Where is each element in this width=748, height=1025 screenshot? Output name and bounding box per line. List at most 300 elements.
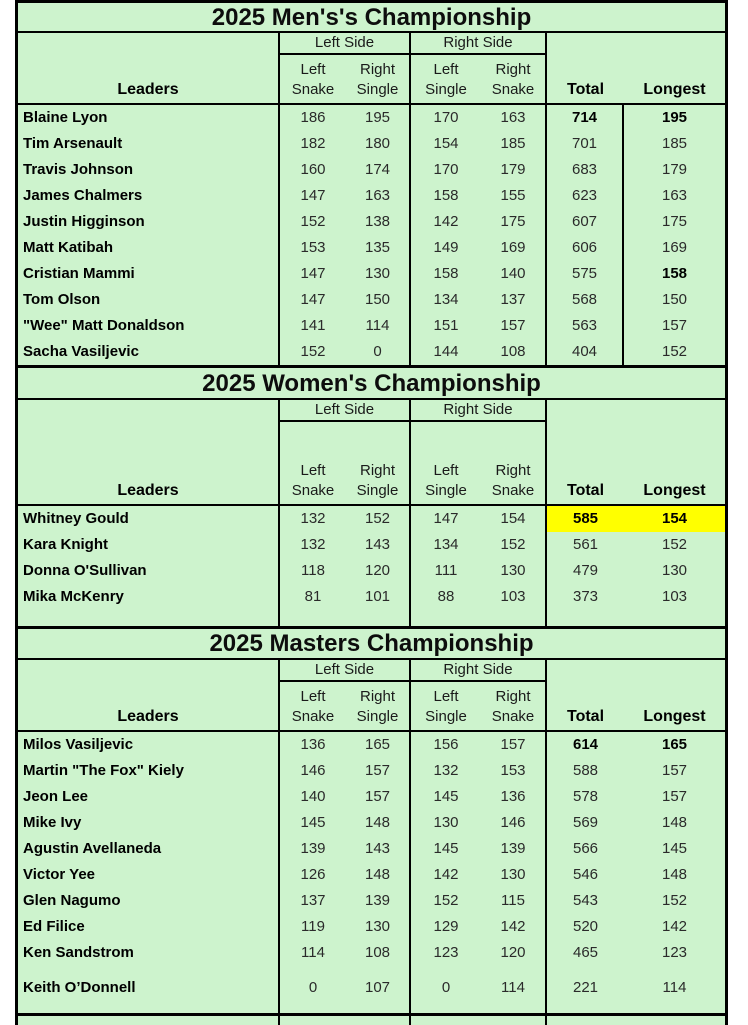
right-single-score-cell[interactable]: 143: [346, 836, 411, 862]
left-snake-header[interactable]: [280, 461, 346, 504]
left-word: Left: [433, 61, 459, 78]
player-name-cell[interactable]: Ken Sandstrom: [18, 940, 280, 966]
left-snake-score-cell[interactable]: 141: [300, 317, 326, 334]
player-row: [18, 183, 725, 209]
spreadsheet: [15, 0, 728, 1025]
right-snake-score-cell[interactable]: 146: [481, 810, 547, 836]
player-row: [18, 940, 725, 966]
left-snake-score-cell[interactable]: [280, 966, 346, 975]
snake-word: Snake: [491, 81, 535, 98]
player-row: [18, 836, 725, 862]
right-single-header[interactable]: [346, 461, 409, 504]
player-row: [18, 506, 725, 532]
left-single-header[interactable]: [411, 60, 481, 103]
right-word: Right: [359, 462, 396, 479]
total-label[interactable]: Total: [566, 482, 605, 499]
leaders-header-cell[interactable]: [18, 33, 280, 103]
left-snake-score-cell[interactable]: 152: [300, 343, 326, 360]
right-word: Right: [495, 688, 531, 705]
longest-score-cell[interactable]: 145: [661, 840, 688, 857]
right-snake-score-cell[interactable]: 136: [481, 784, 547, 810]
right-snake-score-cell[interactable]: [481, 610, 547, 626]
total-score-cell[interactable]: 585: [572, 510, 599, 527]
left-snake-score-cell[interactable]: 119: [301, 918, 325, 935]
single-word: Single: [425, 81, 467, 98]
right-single-score-cell[interactable]: 0: [346, 339, 411, 365]
left-snake-score-cell[interactable]: 145: [300, 814, 326, 831]
right-snake-score-cell[interactable]: 185: [481, 131, 547, 157]
left-snake-score-cell[interactable]: 140: [300, 788, 326, 805]
right-single-score-cell[interactable]: 107: [346, 975, 411, 1001]
totals-pair: [547, 209, 725, 235]
totals-header-cell: [547, 400, 725, 504]
right-side-subheaders: [411, 55, 545, 103]
right-single-score-cell[interactable]: 150: [346, 287, 411, 313]
left-word: Left: [300, 61, 326, 78]
totals-pair: [547, 339, 725, 365]
totals-header-cell: [547, 33, 725, 103]
right-single-score-cell[interactable]: 152: [346, 506, 411, 532]
left-single-score-cell[interactable]: 145: [433, 788, 459, 805]
left-single-score-cell[interactable]: 0: [441, 979, 451, 996]
player-name-cell[interactable]: Matt Katibah: [18, 235, 280, 261]
longest-score-cell[interactable]: 123: [661, 944, 688, 961]
longest-score-cell[interactable]: [624, 1001, 725, 1013]
player-name-cell[interactable]: Justin Higginson: [18, 209, 280, 235]
right-snake-score-cell[interactable]: 130: [481, 862, 547, 888]
totals-pair: [547, 836, 725, 862]
left-single-score-cell[interactable]: 129: [433, 918, 459, 935]
right-side-label[interactable]: Right Side: [411, 660, 545, 682]
left-word: Left: [300, 688, 326, 705]
left-side-subheaders: [280, 55, 409, 103]
player-row: [18, 888, 725, 914]
sections-mount: [18, 3, 725, 1016]
left-snake-score-cell[interactable]: 137: [300, 892, 326, 909]
totals-pair: [547, 558, 725, 584]
total-score-cell[interactable]: 566: [572, 840, 599, 857]
left-snake-score-cell[interactable]: 146: [300, 762, 326, 779]
totals-pair: [547, 235, 725, 261]
right-snake-score-cell[interactable]: 179: [481, 157, 547, 183]
left-single-score-cell[interactable]: 154: [433, 135, 459, 152]
left-single-score-cell[interactable]: 156: [433, 736, 459, 753]
right-single-score-cell[interactable]: 139: [346, 888, 411, 914]
right-single-score-cell[interactable]: [346, 966, 411, 975]
right-snake-score-cell[interactable]: 157: [481, 313, 547, 339]
left-single-score-cell[interactable]: 111: [434, 562, 458, 579]
right-side-label[interactable]: Right Side: [411, 400, 545, 422]
left-single-score-cell[interactable]: 149: [433, 239, 459, 256]
total-score-cell[interactable]: 569: [572, 814, 599, 831]
spacer-row: [18, 610, 725, 626]
totals-pair: [547, 532, 725, 558]
right-single-score-cell[interactable]: 148: [346, 862, 411, 888]
player-row: [18, 584, 725, 610]
longest-score-cell[interactable]: [624, 610, 725, 626]
right-snake-score-cell[interactable]: 130: [481, 558, 547, 584]
left-snake-score-cell[interactable]: 186: [300, 109, 326, 126]
longest-score-cell[interactable]: 150: [661, 291, 688, 308]
total-score-cell[interactable]: 404: [547, 339, 624, 365]
left-single-score-cell[interactable]: 134: [433, 536, 459, 553]
total-score-cell[interactable]: 607: [547, 209, 624, 235]
total-score-cell[interactable]: 221: [572, 979, 599, 996]
longest-label[interactable]: Longest: [643, 708, 706, 725]
right-word: Right: [495, 61, 531, 78]
leaders-header-cell[interactable]: [18, 400, 280, 504]
longest-score-cell[interactable]: 169: [661, 239, 688, 256]
left-single-score-cell[interactable]: [411, 1001, 481, 1013]
player-name-cell[interactable]: Travis Johnson: [18, 157, 280, 183]
total-score-cell[interactable]: 465: [572, 944, 599, 961]
player-name-cell[interactable]: Keith O’Donnell: [18, 975, 280, 1001]
player-name-cell[interactable]: Sacha Vasiljevic: [18, 339, 280, 365]
championship-section: [18, 3, 725, 368]
longest-label[interactable]: Longest: [643, 482, 706, 499]
left-single-score-cell[interactable]: 123: [433, 944, 459, 961]
right-single-score-cell[interactable]: 101: [346, 584, 411, 610]
section-title[interactable]: 2025 Masters Championship: [18, 629, 725, 660]
longest-score-cell[interactable]: 152: [661, 892, 688, 909]
left-side-label[interactable]: Left Side: [280, 660, 409, 682]
longest-score-cell[interactable]: 195: [661, 109, 688, 126]
totals-pair: [547, 862, 725, 888]
left-snake-score-cell[interactable]: 132: [300, 536, 326, 553]
total-score-cell[interactable]: 578: [572, 788, 599, 805]
totals-pair: [547, 584, 725, 610]
rows-container: [18, 506, 725, 626]
left-snake-score-cell[interactable]: 0: [308, 979, 318, 996]
left-snake-score-cell[interactable]: 118: [301, 562, 325, 579]
player-name-cell[interactable]: Martin "The Fox" Kiely: [18, 758, 280, 784]
player-name-cell[interactable]: Whitney Gould: [18, 506, 280, 532]
player-row: [18, 131, 725, 157]
longest-score-cell[interactable]: 165: [661, 736, 688, 753]
right-single-score-cell[interactable]: 165: [346, 732, 411, 758]
right-single-score-cell[interactable]: 108: [346, 940, 411, 966]
longest-score-cell[interactable]: 148: [661, 866, 688, 883]
totals-pair: [547, 888, 725, 914]
longest-label[interactable]: Longest: [643, 81, 706, 98]
player-name-cell[interactable]: Cristian Mammi: [18, 261, 280, 287]
totals-pair: [547, 610, 725, 626]
longest-score-cell[interactable]: 142: [661, 918, 688, 935]
player-row: [18, 261, 725, 287]
player-name-cell[interactable]: Agustin Avellaneda: [18, 836, 280, 862]
total-score-cell[interactable]: 623: [547, 183, 624, 209]
left-snake-score-cell[interactable]: 147: [300, 187, 326, 204]
right-snake-score-cell[interactable]: 155: [481, 183, 547, 209]
player-name-cell[interactable]: Tim Arsenault: [18, 131, 280, 157]
right-snake-score-cell[interactable]: 175: [481, 209, 547, 235]
longest-score-cell[interactable]: 148: [661, 814, 688, 831]
left-single-score-cell[interactable]: 170: [433, 161, 459, 178]
total-score-cell[interactable]: 563: [547, 313, 624, 339]
left-single-score-cell[interactable]: 130: [433, 814, 459, 831]
right-side-header-block: [411, 660, 547, 730]
left-single-header[interactable]: [411, 687, 481, 730]
left-side-header-block: [280, 400, 411, 504]
total-score-cell[interactable]: 606: [547, 235, 624, 261]
left-single-score-cell[interactable]: [411, 610, 481, 626]
left-snake-score-cell[interactable]: 153: [300, 239, 326, 256]
right-single-score-cell[interactable]: 195: [346, 105, 411, 131]
total-score-cell[interactable]: 520: [572, 918, 599, 935]
right-snake-score-cell[interactable]: 140: [481, 261, 547, 287]
championship-section: [18, 368, 725, 629]
player-row: [18, 339, 725, 365]
snake-word: Snake: [491, 482, 535, 499]
section-title[interactable]: 2025 Men's's Championship: [18, 3, 725, 33]
left-snake-score-cell[interactable]: 139: [300, 840, 326, 857]
longest-score-cell[interactable]: 158: [661, 265, 688, 282]
player-row: [18, 784, 725, 810]
table-header: [18, 33, 725, 105]
left-snake-header[interactable]: [280, 687, 346, 730]
right-single-score-cell[interactable]: 114: [346, 313, 411, 339]
snake-word: Snake: [291, 81, 335, 98]
total-score-cell[interactable]: 546: [572, 866, 599, 883]
longest-score-cell[interactable]: 114: [662, 979, 687, 996]
left-word: Left: [300, 462, 326, 479]
longest-score-cell[interactable]: 179: [661, 161, 688, 178]
totals-pair: [547, 506, 725, 532]
table-header: [18, 660, 725, 732]
right-single-score-cell[interactable]: 135: [346, 235, 411, 261]
total-score-cell[interactable]: 561: [572, 536, 599, 553]
totals-pair: [547, 732, 725, 758]
snake-word: Snake: [291, 708, 335, 725]
total-score-cell[interactable]: 683: [547, 157, 624, 183]
right-single-score-cell[interactable]: [346, 610, 411, 626]
longest-score-cell[interactable]: 152: [661, 343, 688, 360]
total-score-cell[interactable]: 543: [572, 892, 599, 909]
totals-pair: [547, 758, 725, 784]
right-snake-score-cell[interactable]: 139: [481, 836, 547, 862]
longest-score-cell[interactable]: 152: [661, 536, 688, 553]
totals-pair: [547, 784, 725, 810]
table-header: [18, 400, 725, 506]
player-name-cell[interactable]: Jeon Lee: [18, 784, 280, 810]
longest-score-cell[interactable]: 157: [661, 788, 688, 805]
right-snake-score-cell[interactable]: 163: [481, 105, 547, 131]
player-name-cell[interactable]: Ed Filice: [18, 914, 280, 940]
right-snake-header[interactable]: [481, 687, 545, 730]
right-snake-score-cell[interactable]: 115: [481, 888, 547, 914]
total-score-cell[interactable]: 575: [547, 261, 624, 287]
right-snake-score-cell[interactable]: [481, 966, 547, 975]
right-word: Right: [359, 688, 396, 705]
totals-pair: [547, 975, 725, 1001]
left-side-label[interactable]: Left Side: [280, 400, 409, 422]
player-name-cell[interactable]: James Chalmers: [18, 183, 280, 209]
totals-pair: [547, 313, 725, 339]
player-name-cell[interactable]: Kara Knight: [18, 532, 280, 558]
right-word: Right: [495, 462, 531, 479]
totals-pair: [547, 183, 725, 209]
section-title[interactable]: 2025 Women's Championship: [18, 368, 725, 400]
left-single-score-cell[interactable]: 147: [433, 510, 459, 527]
leaders-header-cell[interactable]: [18, 660, 280, 730]
player-name-cell[interactable]: Mike Ivy: [18, 810, 280, 836]
player-row: [18, 235, 725, 261]
leaders-label: Leaders: [117, 708, 179, 725]
right-single-score-cell[interactable]: 174: [346, 157, 411, 183]
left-snake-header[interactable]: [280, 60, 346, 103]
right-snake-score-cell[interactable]: 137: [481, 287, 547, 313]
left-single-score-cell[interactable]: 151: [433, 317, 459, 334]
player-name-cell[interactable]: [18, 1001, 280, 1013]
right-single-score-cell[interactable]: 143: [346, 532, 411, 558]
player-row: [18, 209, 725, 235]
left-single-score-cell[interactable]: 144: [433, 343, 459, 360]
left-single-score-cell[interactable]: 132: [433, 762, 459, 779]
left-word: Left: [433, 462, 459, 479]
right-single-header[interactable]: [346, 687, 409, 730]
longest-score-cell[interactable]: 157: [661, 317, 688, 334]
totals-pair: [547, 131, 725, 157]
right-side-label[interactable]: Right Side: [411, 33, 545, 55]
left-single-score-cell[interactable]: [411, 966, 481, 975]
right-snake-score-cell[interactable]: 142: [481, 914, 547, 940]
right-single-score-cell[interactable]: [346, 1001, 411, 1013]
championship-section: [18, 629, 725, 1016]
left-single-score-cell[interactable]: 158: [433, 187, 459, 204]
left-snake-score-cell[interactable]: 81: [304, 588, 322, 605]
totals-pair: [547, 940, 725, 966]
player-row: [18, 313, 725, 339]
player-name-cell[interactable]: "Wee" Matt Donaldson: [18, 313, 280, 339]
right-snake-score-cell[interactable]: 114: [481, 975, 547, 1001]
player-name-cell[interactable]: Mika McKenry: [18, 584, 280, 610]
right-single-score-cell[interactable]: 120: [346, 558, 411, 584]
right-single-score-cell[interactable]: 130: [346, 914, 411, 940]
right-single-score-cell[interactable]: 138: [346, 209, 411, 235]
longest-score-cell[interactable]: 103: [661, 588, 688, 605]
left-snake-score-cell[interactable]: 182: [300, 135, 326, 152]
player-name-cell[interactable]: Donna O'Sullivan: [18, 558, 280, 584]
left-single-score-cell[interactable]: 170: [433, 109, 459, 126]
left-single-score-cell[interactable]: 88: [437, 588, 455, 605]
left-single-score-cell[interactable]: 142: [433, 866, 459, 883]
right-single-score-cell[interactable]: 130: [346, 261, 411, 287]
right-snake-score-cell[interactable]: [481, 1001, 547, 1013]
spacer-row: [18, 1001, 725, 1013]
longest-score-cell[interactable]: 163: [661, 187, 688, 204]
longest-score-cell[interactable]: 157: [661, 762, 688, 779]
left-single-score-cell[interactable]: 152: [433, 892, 459, 909]
totals-pair: [547, 105, 725, 131]
right-single-score-cell[interactable]: 157: [346, 784, 411, 810]
player-name-cell[interactable]: [18, 966, 280, 975]
right-single-score-cell[interactable]: 157: [346, 758, 411, 784]
snake-word: Snake: [291, 482, 335, 499]
left-snake-score-cell[interactable]: 147: [300, 265, 326, 282]
right-snake-score-cell[interactable]: 154: [481, 506, 547, 532]
left-snake-score-cell[interactable]: 132: [300, 510, 326, 527]
right-snake-score-cell[interactable]: 103: [481, 584, 547, 610]
totals-pair: [547, 810, 725, 836]
player-row: [18, 105, 725, 131]
left-single-header[interactable]: [411, 461, 481, 504]
player-name-cell[interactable]: Milos Vasiljevic: [18, 732, 280, 758]
leaders-label: Leaders: [117, 482, 179, 499]
total-score-cell[interactable]: [547, 1001, 624, 1013]
left-snake-score-cell[interactable]: 136: [300, 736, 326, 753]
left-side-header-block: [280, 660, 411, 730]
right-snake-score-cell[interactable]: 153: [481, 758, 547, 784]
snake-word: Snake: [491, 708, 535, 725]
right-snake-score-cell[interactable]: 157: [481, 732, 547, 758]
player-name-cell[interactable]: Blaine Lyon: [18, 105, 280, 131]
right-single-score-cell[interactable]: 163: [346, 183, 411, 209]
longest-score-cell[interactable]: 154: [661, 510, 688, 527]
leaders-label: Leaders: [117, 81, 179, 98]
left-single-score-cell[interactable]: 134: [433, 291, 459, 308]
left-snake-score-cell[interactable]: 114: [301, 944, 325, 961]
left-snake-score-cell[interactable]: [280, 610, 346, 626]
gap-row: [18, 966, 725, 975]
player-name-cell[interactable]: Glen Nagumo: [18, 888, 280, 914]
longest-score-cell[interactable]: 185: [661, 135, 688, 152]
single-word: Single: [356, 482, 399, 499]
player-name-cell[interactable]: Tom Olson: [18, 287, 280, 313]
left-snake-score-cell[interactable]: 160: [300, 161, 326, 178]
longest-score-cell[interactable]: 130: [661, 562, 688, 579]
left-single-score-cell[interactable]: 145: [433, 840, 459, 857]
left-side-label[interactable]: Left Side: [280, 33, 409, 55]
left-snake-score-cell[interactable]: 147: [300, 291, 326, 308]
total-score-cell[interactable]: [547, 966, 624, 975]
right-single-header[interactable]: [346, 60, 409, 103]
left-snake-score-cell[interactable]: [280, 1001, 346, 1013]
total-score-cell[interactable]: 714: [547, 105, 624, 131]
total-score-cell[interactable]: 701: [547, 131, 624, 157]
total-score-cell[interactable]: 568: [547, 287, 624, 313]
right-snake-score-cell[interactable]: 120: [481, 940, 547, 966]
left-snake-score-cell[interactable]: 152: [300, 213, 326, 230]
right-single-score-cell[interactable]: 180: [346, 131, 411, 157]
right-snake-header[interactable]: [481, 60, 545, 103]
left-word: Left: [433, 688, 459, 705]
player-name-cell[interactable]: [18, 610, 280, 626]
right-snake-score-cell[interactable]: 108: [481, 339, 547, 365]
player-name-cell[interactable]: Victor Yee: [18, 862, 280, 888]
total-score-cell[interactable]: [547, 610, 624, 626]
total-label[interactable]: Total: [566, 81, 605, 98]
right-snake-score-cell[interactable]: 152: [481, 532, 547, 558]
right-snake-header[interactable]: [481, 461, 545, 504]
left-single-score-cell[interactable]: 142: [433, 213, 459, 230]
longest-score-cell[interactable]: [624, 966, 725, 975]
total-score-cell[interactable]: 614: [572, 736, 599, 753]
total-score-cell[interactable]: 373: [572, 588, 599, 605]
right-snake-score-cell[interactable]: 169: [481, 235, 547, 261]
total-label[interactable]: Total: [566, 708, 605, 725]
left-single-score-cell[interactable]: 158: [433, 265, 459, 282]
left-snake-score-cell[interactable]: 126: [300, 866, 326, 883]
single-word: Single: [425, 482, 467, 499]
right-single-score-cell[interactable]: 148: [346, 810, 411, 836]
total-score-cell[interactable]: 588: [572, 762, 599, 779]
player-row: [18, 810, 725, 836]
player-row: [18, 975, 725, 1001]
single-word: Single: [356, 708, 399, 725]
total-score-cell[interactable]: 479: [572, 562, 599, 579]
left-side-header-block: [280, 33, 411, 103]
longest-score-cell[interactable]: 175: [661, 213, 688, 230]
